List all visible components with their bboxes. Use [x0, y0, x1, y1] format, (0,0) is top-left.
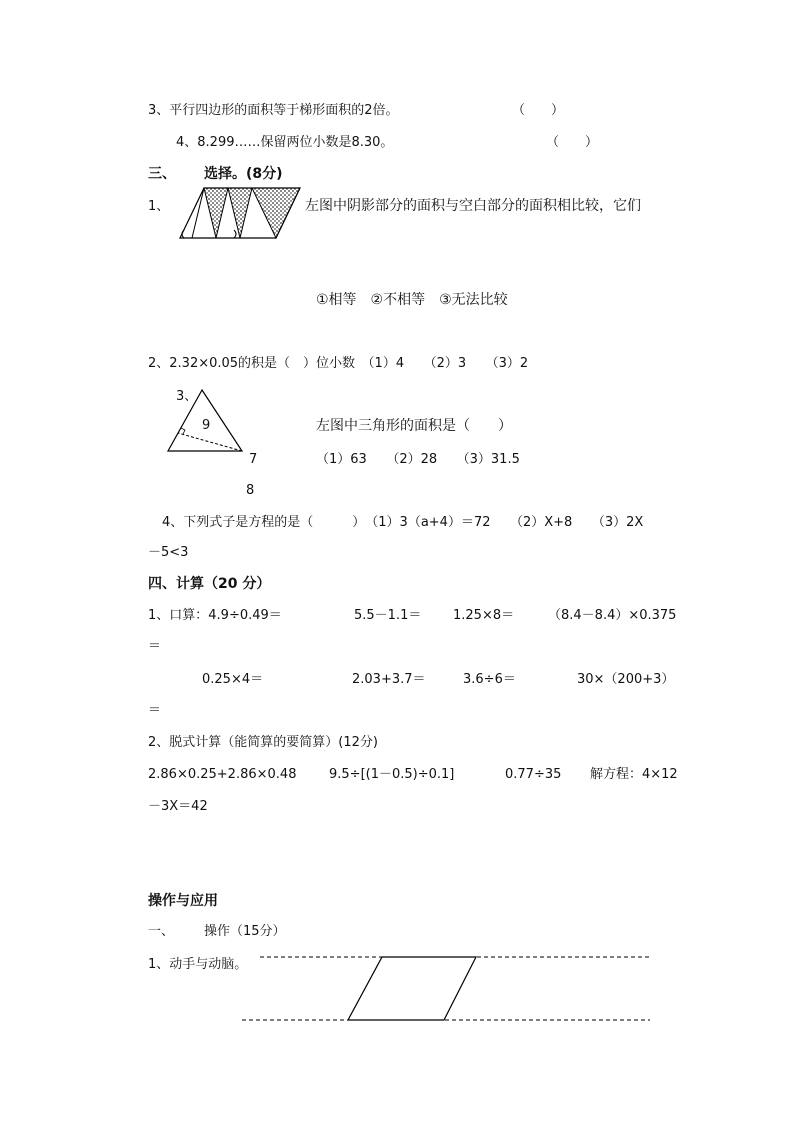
judge-q3-text: 3、平行四边形的面积等于梯形面积的2倍。 — [148, 103, 399, 118]
choice-q3-num: 3、 — [176, 389, 198, 404]
oral-3: 1.25×8＝ — [453, 608, 515, 623]
trapezoid-shaded-figure — [176, 186, 306, 242]
choice-q1-options: ①相等 ②不相等 ③无法比较 — [316, 292, 508, 308]
section-three-num: 三、 — [148, 166, 176, 182]
judge-q3-paren[interactable]: （ ） — [512, 103, 565, 118]
section-four-heading: 四、计算（20 分） — [148, 576, 271, 592]
choice-q1-num: 1、 — [148, 199, 170, 214]
oral-4: （8.4－8.4）×0.375 — [548, 608, 677, 623]
ops-sub-num: 一、 — [148, 924, 175, 939]
step-calc-4: 解方程：4×12 — [590, 767, 678, 782]
oral-4-equals: ＝ — [148, 639, 162, 654]
step-calc-3: 0.77÷35 — [505, 767, 562, 782]
choice-q3-options: （1）63 （2）28 （3）31.5 — [316, 452, 520, 467]
oral-6: 2.03+3.7＝ — [352, 672, 426, 687]
oral-8-equals: ＝ — [148, 703, 162, 718]
step-calc-2: 9.5÷[(1－0.5)÷0.1] — [329, 767, 455, 782]
oral-2: 5.5－1.1＝ — [354, 608, 422, 623]
triangle-label-base: 8 — [246, 483, 255, 498]
oral-8: 30×（200+3） — [577, 672, 675, 687]
choice-q4-line2: －5<3 — [148, 545, 189, 560]
judge-q4-text: 4、8.299……保留两位小数是8.30。 — [176, 135, 394, 150]
triangle-label-height: 9 — [202, 418, 211, 433]
choice-q1-text: 左图中阴影部分的面积与空白部分的面积相比较，它们 — [305, 198, 641, 214]
oral-1: 1、口算：4.9÷0.49＝ — [148, 608, 282, 623]
section-three-heading: 选择。(8分) — [204, 166, 283, 182]
judge-q4-paren[interactable]: （ ） — [546, 135, 599, 150]
parallelogram-figure — [240, 950, 652, 1024]
choice-q4-line1: 4、下列式子是方程的是（ ） （1）3（a+4）＝72 （2）X+8 （3）2X — [162, 515, 644, 530]
ops-sub-heading: 操作（15分） — [204, 924, 286, 939]
oral-7: 3.6÷6＝ — [463, 672, 516, 687]
step-calc-heading: 2、脱式计算（能简算的要简算）(12分) — [148, 735, 378, 750]
oral-5: 0.25×4＝ — [202, 672, 264, 687]
step-calc-1: 2.86×0.25+2.86×0.48 — [148, 767, 297, 782]
choice-q2: 2、2.32×0.05的积是（ ）位小数 （1）4 （2）3 （3）2 — [148, 356, 529, 371]
choice-q3-text: 左图中三角形的面积是（ ） — [316, 418, 512, 434]
ops-heading: 操作与应用 — [148, 893, 218, 909]
ops-q1: 1、动手与动脑。 — [148, 957, 248, 972]
step-calc-4-cont: －3X＝42 — [148, 799, 208, 814]
triangle-label-side: 7 — [249, 452, 258, 467]
